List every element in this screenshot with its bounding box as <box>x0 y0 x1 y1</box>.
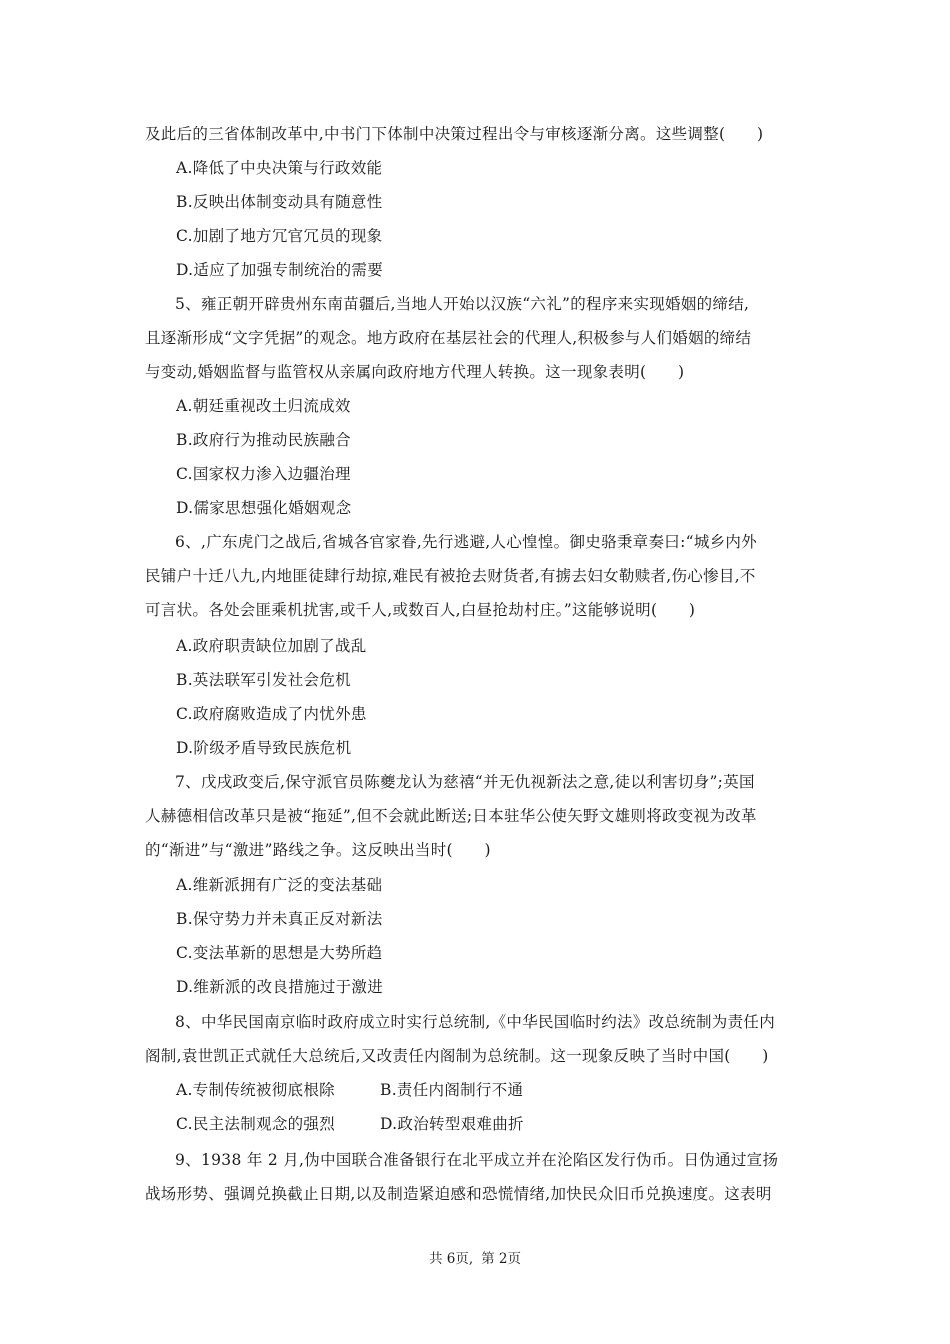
q6-option-b: B.英法联军引发社会危机 <box>176 671 351 689</box>
q7-option-b: B.保守势力并未真正反对新法 <box>176 910 383 928</box>
page-footer <box>0 1250 950 1268</box>
q7-option-d: D.维新派的改良措施过于激进 <box>176 978 384 996</box>
q6-option-d: D.阶级矛盾导致民族危机 <box>176 739 352 757</box>
q7-stem-line: 的“渐进”与“激进”路线之争。这反映出当时( ) <box>145 841 491 859</box>
footer-total-pages: 共 6页, <box>428 1251 474 1267</box>
q6-option-c: C.政府腐败造成了内忧外患 <box>176 705 367 723</box>
q8-option-a: A.专制传统被彻底根除 <box>176 1081 335 1099</box>
q7-stem-line: 7、戊戌政变后,保守派官员陈夔龙认为慈禧“并无仇视新法之意,徒以利害切身”;英国 <box>175 773 755 791</box>
q7-option-c: C.变法革新的思想是大势所趋 <box>176 944 383 962</box>
q8-option-c: C.民主法制观念的强烈 <box>176 1115 336 1133</box>
q8-option-d: D.政治转型艰难曲折 <box>380 1115 524 1133</box>
q5-option-a: A.朝廷重视改土归流成效 <box>176 397 351 415</box>
footer-current-page: 第 2页 <box>481 1251 522 1267</box>
q4-option-a: A.降低了中央决策与行政效能 <box>176 159 383 177</box>
q5-stem-line: 与变动,婚姻监督与监管权从亲属向政府地方代理人转换。这一现象表明( ) <box>145 363 685 381</box>
q6-stem-line: 民铺户十迁八九,内地匪徒肆行劫掠,难民有被抢去财货者,有掳去妇女勒赎者,伤心惨目,不 <box>145 567 756 585</box>
q5-stem-line: 且逐渐形成“文字凭据”的观念。地方政府在基层社会的代理人,积极参与人们婚姻的缔结 <box>145 329 752 347</box>
q8-stem-line: 8、中华民国南京临时政府成立时实行总统制,《中华民国临时约法》改总统制为责任内 <box>175 1013 775 1031</box>
q9-stem-line: 9、1938 年 2 月,伪中国联合准备银行在北平成立并在沦陷区发行伪币。日伪通过宣扬 <box>175 1151 779 1169</box>
q8-option-b: B.责任内阁制行不通 <box>380 1081 524 1099</box>
q9-stem-line: 战场形势、强调兑换截止日期,以及制造紧迫感和恐慌情绪,加快民众旧币兑换速度。这表明 <box>145 1185 772 1203</box>
q8-stem-line: 阁制,袁世凯正式就任大总统后,又改责任内阁制为总统制。这一现象反映了当时中国( ) <box>145 1047 769 1065</box>
q6-option-a: A.政府职责缺位加剧了战乱 <box>176 637 367 655</box>
q5-option-b: B.政府行为推动民族融合 <box>176 431 351 449</box>
q4-option-c: C.加剧了地方冗官冗员的现象 <box>176 227 383 245</box>
q5-option-d: D.儒家思想强化婚姻观念 <box>176 499 352 517</box>
q5-option-c: C.国家权力渗入边疆治理 <box>176 465 351 483</box>
q6-stem-line: 可言状。各处会匪乘机扰害,或千人,或数百人,白昼抢劫村庄。”这能够说明( ) <box>145 601 696 619</box>
q4-option-b: B.反映出体制变动具有随意性 <box>176 193 383 211</box>
q6-stem-line: 6、,广东虎门之战后,省城各官家眷,先行逃避,人心惶惶。御史骆秉章奏曰:“城乡内外 <box>175 533 758 551</box>
q4-stem-tail: 及此后的三省体制改革中,中书门下体制中决策过程出令与审核逐渐分离。这些调整( ) <box>145 125 764 143</box>
q7-stem-line: 人赫德相信改革只是被“拖延”,但不会就此断送;日本驻华公使矢野文雄则将政变视为改革 <box>145 807 757 825</box>
q4-option-d: D.适应了加强专制统治的需要 <box>176 261 384 279</box>
q5-stem-line: 5、雍正朝开辟贵州东南苗疆后,当地人开始以汉族“六礼”的程序来实现婚姻的缔结, <box>175 295 750 313</box>
q7-option-a: A.维新派拥有广泛的变法基础 <box>176 876 383 894</box>
